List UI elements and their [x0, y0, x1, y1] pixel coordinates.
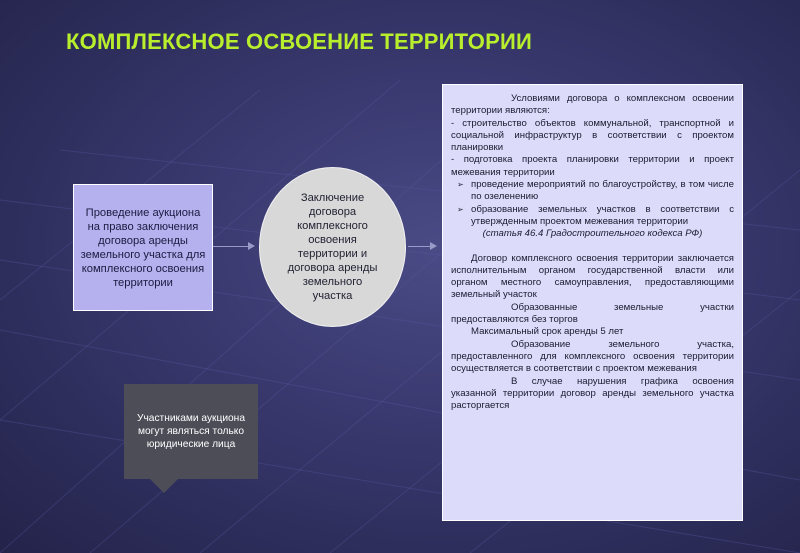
conditions-intro: Условиями договора о комплексном освоении территории являются: — [451, 93, 734, 117]
conditions-item-2: - подготовка проекта планировки территории и проект межевания территории — [451, 154, 734, 178]
contract-circle-text: Заключение договора комплексного освоения территории и договора аренды земельного участка — [287, 192, 378, 302]
callout-box — [124, 384, 258, 479]
conditions-para-1: Договор комплексного освоения территории заключается исполнительным органом государственной власти или органом местного самоуправления, предоставляющими земельный участок — [451, 252, 734, 301]
auction-box-text: Проведение аукциона на право заключения договора аренды земельного участка для комплексного освоения территории — [80, 206, 206, 289]
conditions-bullet-2: ➢ образование земельных участков в соответствии с утвержденным проектом межевания территории — [471, 204, 734, 229]
arrow-connector — [213, 246, 253, 247]
auction-box — [73, 184, 213, 311]
page-title: КОМПЛЕКСНОЕ ОСВОЕНИЕ ТЕРРИТОРИИ — [66, 29, 532, 54]
callout-text: Участниками аукциона могут являться только юридические лица — [137, 413, 245, 450]
contract-circle — [259, 167, 406, 327]
conditions-para-2: Образованные земельные участки предоставляются без торгов — [451, 301, 734, 326]
callout-pointer — [150, 479, 178, 493]
conditions-para-5: В случае нарушения графика освоения указанной территории договор аренды земельного участка расторгается — [451, 375, 734, 412]
conditions-bullet-list — [451, 179, 734, 228]
conditions-para-4: Образование земельного участка, предоставленного для комплексного освоения территории осуществляется в соответствии с проектом межевания — [451, 338, 734, 375]
conditions-para-3: Максимальный срок аренды 5 лет — [471, 326, 624, 338]
conditions-box — [442, 84, 743, 521]
arrow-connector-2 — [408, 246, 432, 247]
arrow-right-icon-2 — [430, 242, 437, 250]
arrow-right-icon — [248, 242, 255, 250]
conditions-item-1: - строительство объектов коммунальной, транспортной и социальной инфраструктур в соответствии с проектом планировки — [451, 117, 734, 154]
conditions-source: (статья 46.4 Градостроительного кодекса РФ) — [482, 228, 703, 240]
conditions-bullet-1: ➢ проведение мероприятий по благоустройству, в том числе по озеленению — [471, 179, 734, 204]
